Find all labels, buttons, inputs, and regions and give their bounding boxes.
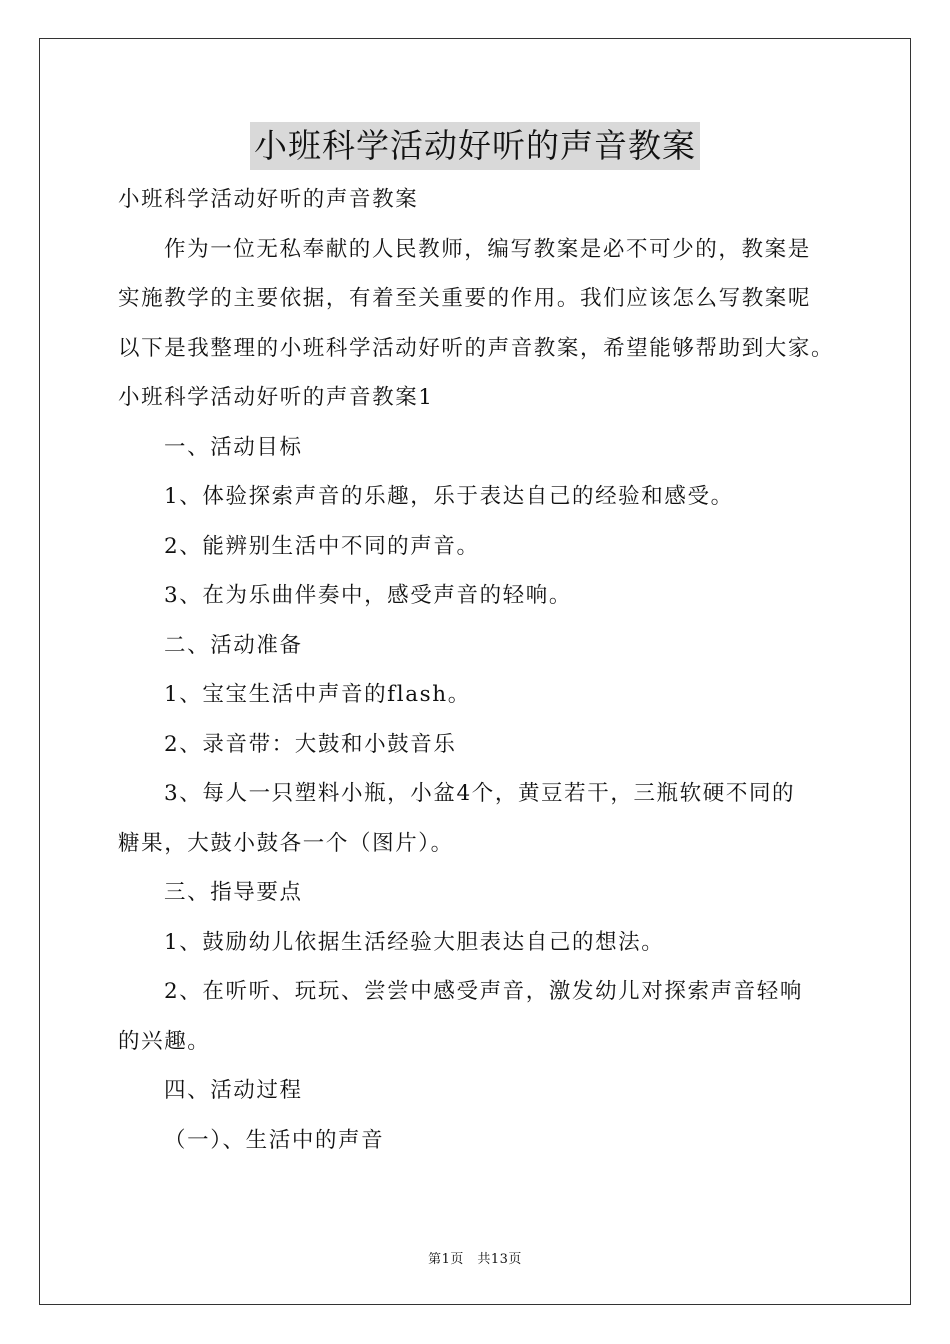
title-container: [0, 122, 950, 170]
list-item-continuation: 的兴趣。: [118, 1028, 211, 1054]
list-item-continuation: 糖果，大鼓小鼓各一个（图片）。: [118, 830, 454, 856]
list-item: 3、每人一只塑料小瓶，小盆4个，黄豆若干，三瓶软硬不同的: [164, 781, 796, 806]
list-item: 1、宝宝生活中声音的flash。: [164, 682, 471, 707]
section-heading: 三、指导要点: [164, 880, 303, 905]
list-item: 2、在听听、玩玩、尝尝中感受声音，激发幼儿对探索声音轻响: [164, 979, 803, 1004]
paragraph: 小班科学活动好听的声音教案: [118, 187, 419, 212]
list-item: 1、体验探索声音的乐趣，乐于表达自己的经验和感受。: [164, 484, 734, 509]
paragraph: 作为一位无私奉献的人民教师，编写教案是必不可少的，教案是: [164, 236, 811, 262]
list-item: 2、能辨别生活中不同的声音。: [164, 533, 480, 559]
paragraph: 以下是我整理的小班科学活动好听的声音教案，希望能够帮助到大家。: [118, 335, 835, 361]
list-item: 3、在为乐曲伴奏中，感受声音的轻响。: [164, 583, 572, 608]
paragraph: 实施教学的主要依据，有着至关重要的作用。我们应该怎么写教案呢: [118, 286, 812, 311]
document-body: [118, 175, 838, 1165]
section-heading: 一、活动目标: [164, 434, 303, 460]
list-item: 2、录音带：大鼓和小鼓音乐: [164, 731, 457, 757]
section-heading: 二、活动准备: [164, 632, 303, 658]
page-number: 第1页 共13页: [428, 1252, 522, 1267]
section-heading: 小班科学活动好听的声音教案1: [118, 385, 434, 410]
list-item: 1、鼓励幼儿依据生活经验大胆表达自己的想法。: [164, 929, 665, 955]
document-title: 小班科学活动好听的声音教案: [250, 122, 700, 170]
section-heading: 四、活动过程: [164, 1078, 303, 1103]
subsection-heading: （一）、生活中的声音: [164, 1127, 385, 1153]
